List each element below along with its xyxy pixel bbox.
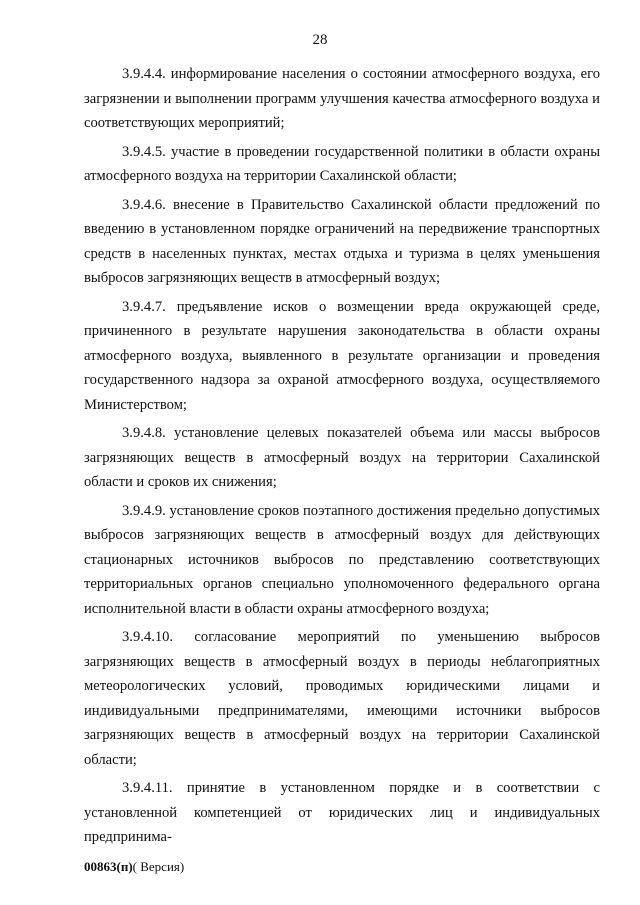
paragraph-3-9-4-11: 3.9.4.11. принятие в установленном порядке и в соответствии с установленной компетенцией от юридических лиц и индивидуальных предпринима- — [84, 780, 600, 845]
paragraph-3-9-4-6: 3.9.4.6. внесение в Правительство Сахалинской области предложений по введению в установленном порядке ограничений на передвижение транспортных средств в населенных пунктах, местах отдыха и туризма в целях уменьшения выбросов загрязняющих веществ в атмосферный воздух; — [84, 196, 600, 286]
page-number: 28 — [312, 32, 328, 48]
paragraph-3-9-4-8: 3.9.4.8. установление целевых показателей объема или массы выбросов загрязняющих веществ в атмосферный воздух на территории Сахалинской области и сроков их снижения; — [84, 425, 600, 490]
document-body — [84, 62, 600, 854]
paragraph-3-9-4-9: 3.9.4.9. установление сроков поэтапного достижения предельно допустимых выбросов загрязняющих веществ в атмосферный воздух для действующих стационарных источников выбросов по представлению соответствующих территориальных органов специально уполномоченного федерального органа исполнительной власти в области охраны атмосферного воздуха; — [84, 502, 600, 617]
document-code: 00863(п) — [84, 859, 133, 874]
document-code-footer — [84, 859, 184, 875]
document-version-label: ( Версия) — [132, 859, 185, 874]
paragraph-3-9-4-10: 3.9.4.10. согласование мероприятий по уменьшению выбросов загрязняющих веществ в атмосферный воздух в периоды неблагоприятных метеорологических условий, проводимых юридическими лицами и индивидуальными предпринимателями, имеющими источники выбросов загрязняющих веществ в атмосферный воздух на территории Сахалинской области; — [84, 629, 600, 768]
paragraph-3-9-4-4: 3.9.4.4. информирование населения о состоянии атмосферного воздуха, его загрязнении и выполнении программ улучшения качества атмосферного воздуха и соответствующих мероприятий; — [84, 66, 600, 131]
paragraph-3-9-4-7: 3.9.4.7. предъявление исков о возмещении вреда окружающей среде, причиненного в результате нарушения законодательства в области охраны атмосферного воздуха, выявленного в результате организации и проведения государственного надзора за охраной атмосферного воздуха, осуществляемого Министерством; — [84, 298, 600, 413]
paragraph-3-9-4-5: 3.9.4.5. участие в проведении государственной политики в области охраны атмосферного воздуха на территории Сахалинской области; — [84, 143, 600, 184]
